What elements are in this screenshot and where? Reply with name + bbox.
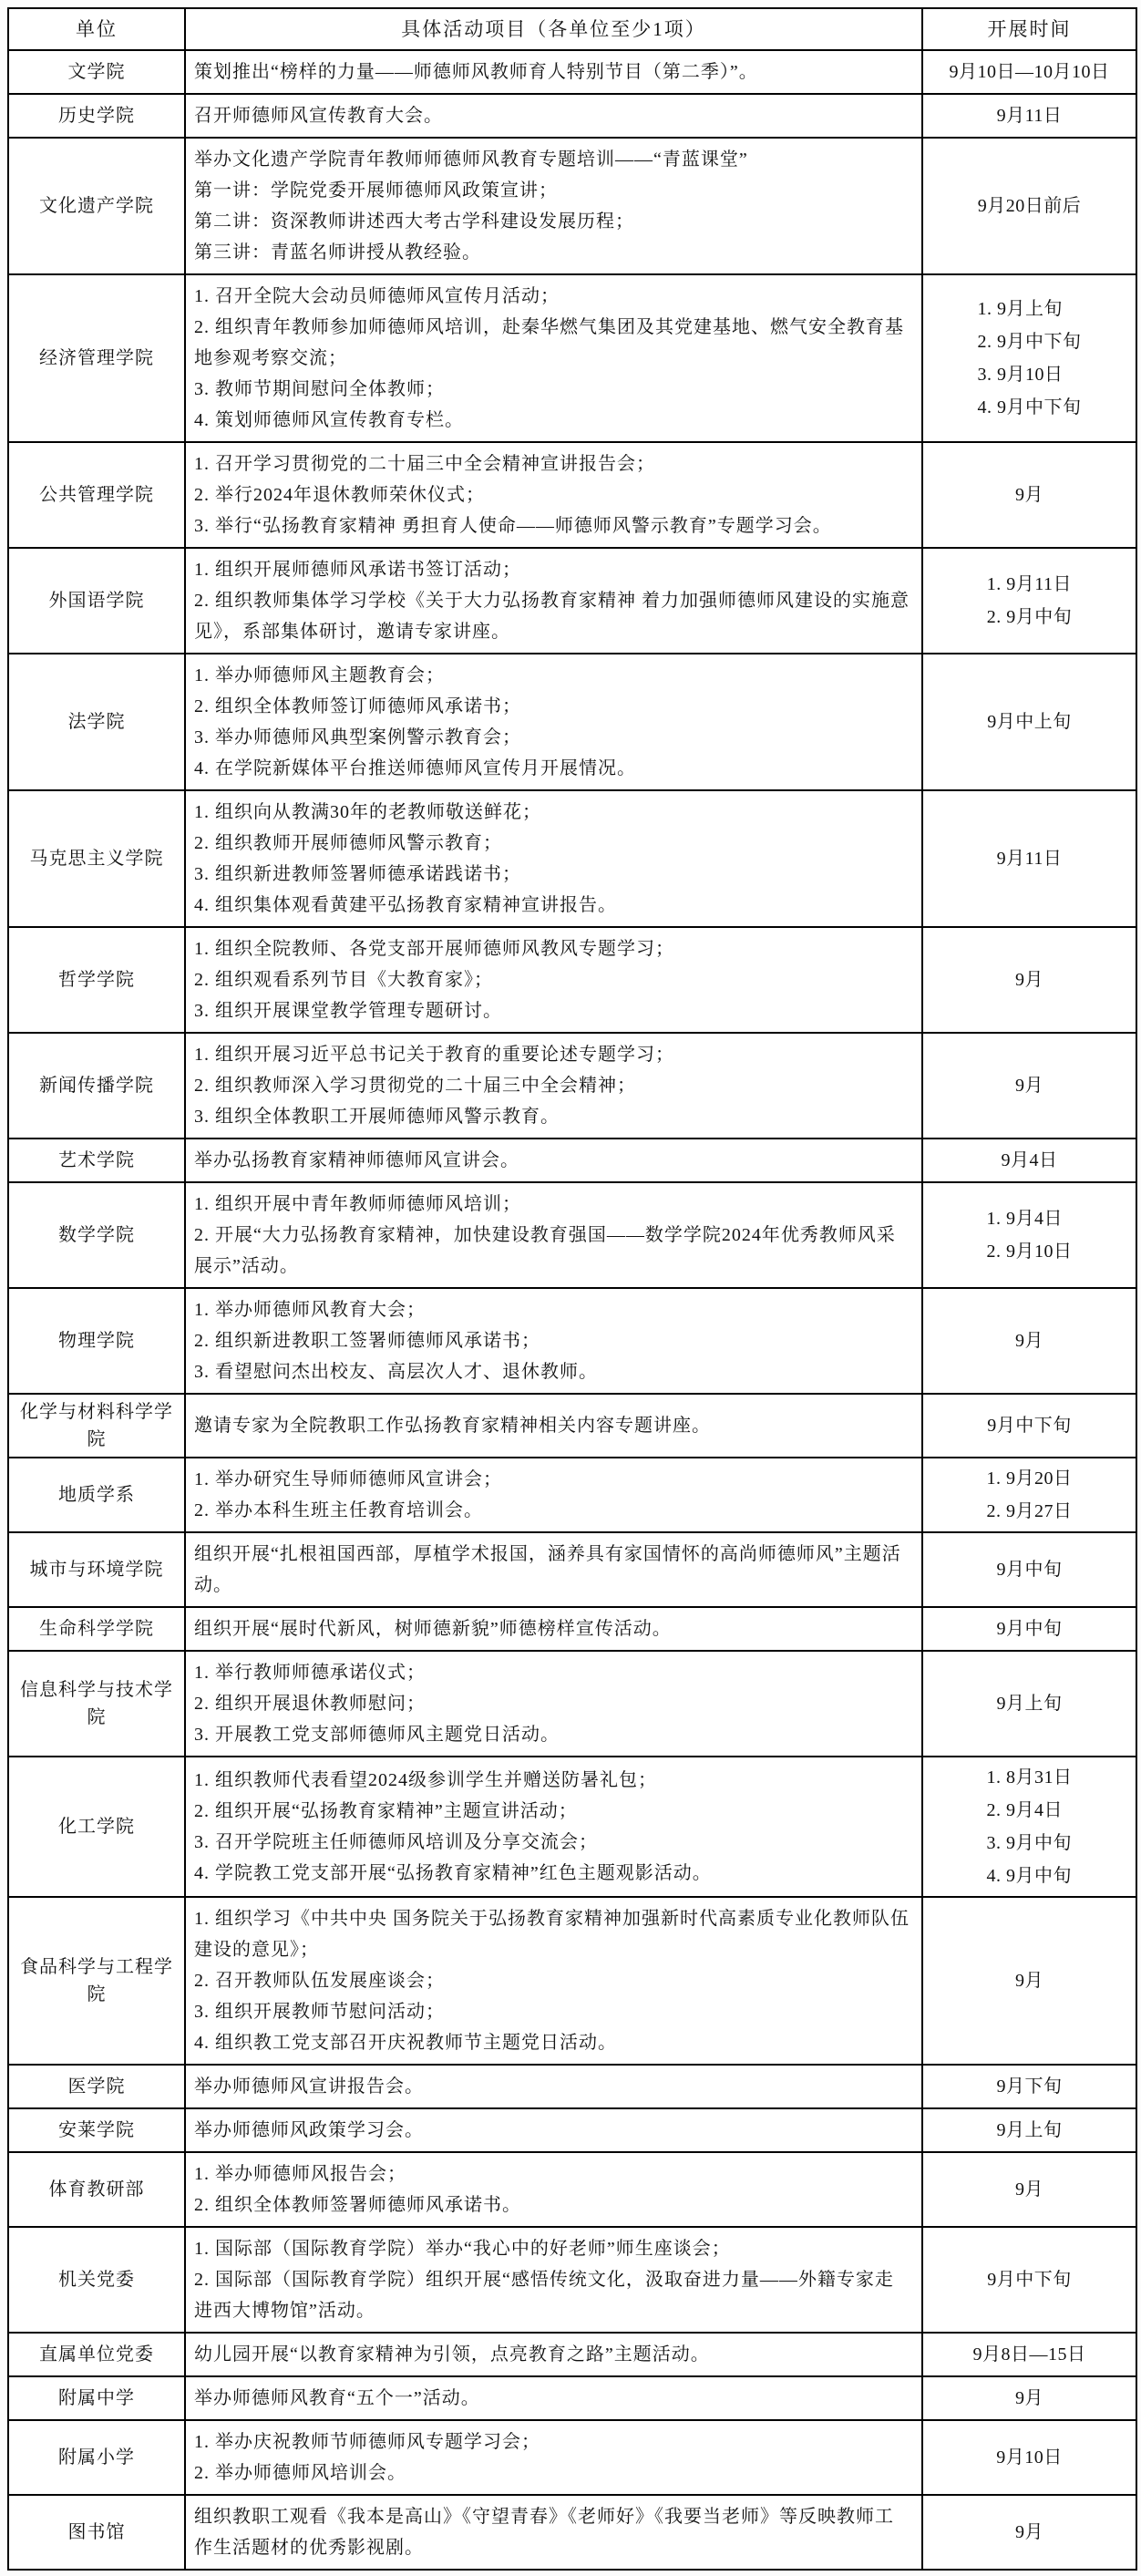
table-row xyxy=(8,548,1136,654)
activities-cell xyxy=(185,2065,922,2108)
activity-text: 1. 组织开展习近平总书记关于教育的重要论述专题学习； xyxy=(194,1045,674,1065)
activities-cell xyxy=(185,1532,922,1607)
activity-text: 4. 组织教工党支部召开庆祝教师节主题党日活动。 xyxy=(194,2033,617,2053)
activities-cell xyxy=(185,790,922,927)
time-text: 9月中上旬 xyxy=(987,712,1072,732)
activity-text: 4. 学院教工党支部开展“弘扬教育家精神”红色主题观影活动。 xyxy=(194,1863,712,1883)
activity-text: 4. 组织集体观看黄建平弘扬教育家精神宣讲报告。 xyxy=(194,895,617,915)
time-cell xyxy=(922,2376,1136,2420)
unit-cell: 图书馆 xyxy=(8,2495,185,2570)
activities-cell xyxy=(185,1033,922,1139)
time-block xyxy=(987,706,1072,738)
time-cell xyxy=(922,1033,1136,1139)
table-row xyxy=(8,442,1136,548)
time-text: 9月上旬 xyxy=(996,1694,1063,1714)
time-block xyxy=(997,2070,1063,2103)
activity-text: 2. 组织教师集体学习学校《关于大力弘扬教育家精神 着力加强师德师风建设的实施意见》，系部集体研讨，邀请专家讲座。 xyxy=(194,591,910,642)
table-row xyxy=(8,654,1136,790)
time-text: 4. 9月中旬 xyxy=(986,1866,1072,1886)
time-text: 9月 xyxy=(1015,2522,1043,2542)
unit-cell: 新闻传播学院 xyxy=(8,1033,185,1139)
activity-text: 举办师德师风教育“五个一”活动。 xyxy=(194,2388,480,2408)
table-row xyxy=(8,1139,1136,1182)
time-cell xyxy=(922,2495,1136,2570)
header-row xyxy=(8,8,1136,50)
activity-text: 3. 举办师德师风典型案例警示教育会； xyxy=(194,727,521,747)
time-text: 2. 9月4日 xyxy=(986,1800,1063,1820)
activities-cell xyxy=(185,548,922,654)
time-text: 9月11日 xyxy=(996,849,1063,869)
activities-cell xyxy=(185,2227,922,2333)
time-text: 1. 8月31日 xyxy=(986,1767,1073,1788)
time-block xyxy=(987,1409,1072,1442)
time-text: 9月 xyxy=(1015,2179,1043,2200)
activity-text: 2. 举办师德师风培训会。 xyxy=(194,2463,406,2483)
unit-cell: 地质学系 xyxy=(8,1458,185,1532)
activity-text: 2. 组织全体教师签订师德师风承诺书； xyxy=(194,696,521,716)
activity-text: 3. 组织新进教师签署师德承诺践诺书； xyxy=(194,864,521,884)
column-header-unit: 单位 xyxy=(8,8,185,50)
activity-text: 1. 举办庆祝教师节师德师风专题学习会； xyxy=(194,2432,540,2452)
activities-cell xyxy=(185,1139,922,1182)
activity-text: 1. 组织教师代表看望2024级参训学生并赠送防暑礼包； xyxy=(194,1770,657,1790)
time-block xyxy=(997,2114,1063,2147)
table-row xyxy=(8,2495,1136,2570)
activity-text: 3. 组织开展教师节慰问活动； xyxy=(194,2002,445,2022)
time-text: 1. 9月4日 xyxy=(986,1209,1063,1229)
activity-text: 2. 举办本科生班主任教育培训会。 xyxy=(194,1500,483,1520)
time-block xyxy=(973,2338,1086,2371)
time-cell xyxy=(922,1182,1136,1288)
activities-cell xyxy=(185,2420,922,2495)
time-text: 1. 9月11日 xyxy=(986,574,1073,594)
time-text: 9月 xyxy=(1015,2388,1043,2408)
time-text: 2. 9月中下旬 xyxy=(977,332,1082,352)
activity-text: 组织开展“展时代新风，树师德新貌”师德榜样宣传活动。 xyxy=(194,1619,672,1639)
time-cell xyxy=(922,2227,1136,2333)
unit-cell: 直属单位党委 xyxy=(8,2333,185,2376)
activities-cell xyxy=(185,1394,922,1458)
table-row xyxy=(8,1607,1136,1651)
unit-cell: 城市与环境学院 xyxy=(8,1532,185,1607)
table-row xyxy=(8,927,1136,1033)
table-row xyxy=(8,1458,1136,1532)
time-block xyxy=(1015,1069,1043,1102)
activities-cell xyxy=(185,1458,922,1532)
time-cell xyxy=(922,1458,1136,1532)
time-cell xyxy=(922,138,1136,274)
time-cell xyxy=(922,50,1136,94)
unit-cell: 公共管理学院 xyxy=(8,442,185,548)
time-block xyxy=(1015,479,1043,511)
time-block xyxy=(997,1687,1063,1720)
activity-text: 召开师德师风宣传教育大会。 xyxy=(194,106,443,126)
time-text: 2. 9月27日 xyxy=(986,1501,1073,1521)
table-row xyxy=(8,2227,1136,2333)
table-row xyxy=(8,50,1136,94)
time-block xyxy=(997,99,1063,132)
unit-cell: 哲学学院 xyxy=(8,927,185,1033)
activity-text: 1. 组织开展师德师风承诺书签订活动； xyxy=(194,560,521,580)
activity-text: 2. 组织开展“弘扬教育家精神”主题宣讲活动； xyxy=(194,1801,578,1821)
time-block xyxy=(996,2441,1063,2474)
activities-cell xyxy=(185,50,922,94)
time-cell xyxy=(922,2108,1136,2152)
activity-text: 第三讲：青蓝名师讲授从教经验。 xyxy=(194,242,481,263)
time-cell xyxy=(922,654,1136,790)
unit-cell: 马克思主义学院 xyxy=(8,790,185,927)
activity-text: 2. 组织青年教师参加师德师风培训，赴秦华燃气集团及其党建基地、燃气安全教育基地参观考察交流； xyxy=(194,317,904,368)
time-cell xyxy=(922,1651,1136,1757)
table-row xyxy=(8,1897,1136,2065)
activities-cell xyxy=(185,654,922,790)
time-cell xyxy=(922,1288,1136,1394)
time-text: 4. 9月中下旬 xyxy=(977,397,1082,417)
time-cell xyxy=(922,548,1136,654)
time-text: 9月4日 xyxy=(1001,1150,1058,1170)
time-text: 9月上旬 xyxy=(996,2120,1063,2140)
time-text: 9月中旬 xyxy=(996,1560,1063,1580)
activities-cell xyxy=(185,94,922,138)
unit-cell: 数学学院 xyxy=(8,1182,185,1288)
time-block xyxy=(1015,1324,1043,1357)
activities-cell xyxy=(185,1182,922,1288)
column-header-time: 开展时间 xyxy=(922,8,1136,50)
time-text: 9月10日 xyxy=(996,2447,1063,2468)
unit-cell: 外国语学院 xyxy=(8,548,185,654)
time-cell xyxy=(922,2065,1136,2108)
unit-cell: 机关党委 xyxy=(8,2227,185,2333)
activity-text: 1. 举办师德师风主题教育会； xyxy=(194,665,445,685)
table-row xyxy=(8,1757,1136,1897)
time-block xyxy=(997,1553,1063,1586)
activity-text: 2. 开展“大力弘扬教育家精神，加快建设教育强国——数学学院2024年优秀教师风采展示”活动。 xyxy=(194,1225,896,1276)
time-block xyxy=(978,190,1082,222)
time-text: 9月20日前后 xyxy=(977,196,1082,216)
time-text: 9月 xyxy=(1015,1971,1043,1991)
unit-cell: 历史学院 xyxy=(8,94,185,138)
activity-text: 3. 看望慰问杰出校友、高层次人才、退休教师。 xyxy=(194,1362,598,1382)
time-block xyxy=(978,293,1082,424)
activity-text: 2. 组织新进教职工签署师德师风承诺书； xyxy=(194,1331,540,1351)
activity-text: 2. 召开教师队伍发展座谈会； xyxy=(194,1971,445,1991)
activity-text: 3. 教师节期间慰问全体教师； xyxy=(194,379,445,399)
activity-text: 2. 组织教师开展师德师风警示教育； xyxy=(194,833,502,853)
time-text: 9月10日—10月10日 xyxy=(949,62,1110,82)
activity-text: 4. 策划师德师风宣传教育专栏。 xyxy=(194,410,464,430)
unit-cell: 附属中学 xyxy=(8,2376,185,2420)
time-text: 2. 9月10日 xyxy=(986,1242,1073,1262)
column-header-activities: 具体活动项目（各单位至少1项） xyxy=(185,8,922,50)
activity-text: 1. 组织学习《中共中央 国务院关于弘扬教育家精神加强新时代高素质专业化教师队伍建设的意见》； xyxy=(194,1909,910,1960)
unit-cell: 艺术学院 xyxy=(8,1139,185,1182)
activity-text: 举办弘扬教育家精神师德师风宣讲会。 xyxy=(194,1150,519,1170)
unit-cell: 化工学院 xyxy=(8,1757,185,1897)
unit-cell: 物理学院 xyxy=(8,1288,185,1394)
table-body xyxy=(8,50,1136,2570)
activity-text: 3. 组织开展课堂教学管理专题研讨。 xyxy=(194,1001,502,1021)
table-row xyxy=(8,2420,1136,2495)
time-cell xyxy=(922,2333,1136,2376)
table-row xyxy=(8,94,1136,138)
time-block xyxy=(987,1761,1073,1892)
activities-cell xyxy=(185,1897,922,2065)
time-text: 9月 xyxy=(1015,970,1043,990)
time-cell xyxy=(922,1757,1136,1897)
unit-cell: 法学院 xyxy=(8,654,185,790)
time-cell xyxy=(922,927,1136,1033)
activity-text: 3. 举行“弘扬教育家精神 勇担育人使命——师德师风警示教育”专题学习会。 xyxy=(194,516,832,536)
activities-table xyxy=(7,7,1137,2571)
unit-cell: 化学与材料科学学院 xyxy=(8,1394,185,1458)
activity-text: 1. 国际部（国际教育学院）举办“我心中的好老师”师生座谈会； xyxy=(194,2239,731,2259)
time-cell xyxy=(922,1139,1136,1182)
unit-cell: 经济管理学院 xyxy=(8,274,185,442)
time-cell xyxy=(922,442,1136,548)
time-block xyxy=(987,568,1073,634)
activity-text: 2. 组织观看系列节目《大教育家》； xyxy=(194,970,493,990)
activities-cell xyxy=(185,138,922,274)
time-text: 9月下旬 xyxy=(996,2076,1063,2097)
time-cell xyxy=(922,1532,1136,1607)
activity-text: 1. 举办师德师风教育大会； xyxy=(194,1300,426,1320)
table-row xyxy=(8,2108,1136,2152)
activities-cell xyxy=(185,1607,922,1651)
unit-cell: 生命科学学院 xyxy=(8,1607,185,1651)
time-text: 3. 9月10日 xyxy=(977,365,1064,385)
activity-text: 2. 组织全体教师签署师德师风承诺书。 xyxy=(194,2195,521,2215)
time-text: 9月8日—15日 xyxy=(972,2344,1086,2365)
time-cell xyxy=(922,274,1136,442)
time-block xyxy=(1002,1144,1058,1177)
time-cell xyxy=(922,1607,1136,1651)
activity-text: 幼儿园开展“以教育家精神为引领，点亮教育之路”主题活动。 xyxy=(194,2344,710,2365)
time-block xyxy=(1015,2382,1043,2415)
activity-text: 2. 举行2024年退休教师荣休仪式； xyxy=(194,485,485,505)
table-row xyxy=(8,274,1136,442)
time-text: 9月11日 xyxy=(996,106,1063,126)
time-block xyxy=(997,1613,1063,1645)
time-block xyxy=(950,56,1110,88)
table-row xyxy=(8,138,1136,274)
table-row xyxy=(8,1182,1136,1288)
unit-cell: 信息科学与技术学院 xyxy=(8,1651,185,1757)
activities-cell xyxy=(185,442,922,548)
unit-cell: 医学院 xyxy=(8,2065,185,2108)
activity-text: 1. 召开全院大会动员师德师风宣传月活动； xyxy=(194,286,560,306)
activity-text: 第二讲：资深教师讲述西大考古学科建设发展历程； xyxy=(194,211,634,232)
time-text: 9月中下旬 xyxy=(987,1416,1072,1436)
activities-cell xyxy=(185,1288,922,1394)
activities-cell xyxy=(185,2333,922,2376)
table-row xyxy=(8,1033,1136,1139)
time-block xyxy=(1015,2516,1043,2549)
unit-cell: 体育教研部 xyxy=(8,2152,185,2227)
activities-cell xyxy=(185,2108,922,2152)
table-row xyxy=(8,2065,1136,2108)
time-text: 1. 9月20日 xyxy=(986,1468,1073,1489)
time-block xyxy=(987,1462,1073,1528)
time-text: 3. 9月中旬 xyxy=(986,1833,1072,1853)
time-block xyxy=(987,1202,1073,1268)
table-row xyxy=(8,2376,1136,2420)
time-block xyxy=(1015,1964,1043,1997)
time-block xyxy=(1015,2173,1043,2206)
activity-text: 邀请专家为全院教职工作弘扬教育家精神相关内容专题讲座。 xyxy=(194,1416,711,1436)
time-block xyxy=(997,842,1063,875)
table-row xyxy=(8,2333,1136,2376)
activity-text: 组织教职工观看《我本是高山》《守望青春》《老师好》《我要当老师》等反映教师工作生活题材的优秀影视剧。 xyxy=(194,2507,894,2558)
time-block xyxy=(987,2263,1072,2296)
time-text: 1. 9月上旬 xyxy=(977,299,1063,319)
activity-text: 举办文化遗产学院青年教师师德师风教育专题培训——“青蓝课堂” xyxy=(194,149,748,170)
activity-text: 1. 组织全院教师、各党支部开展师德师风教风专题学习； xyxy=(194,939,674,959)
activities-cell xyxy=(185,1651,922,1757)
activity-text: 举办师德师风宣讲报告会。 xyxy=(194,2076,424,2097)
time-block xyxy=(1015,963,1043,996)
time-text: 9月 xyxy=(1015,1331,1043,1351)
table-row xyxy=(8,1651,1136,1757)
time-cell xyxy=(922,2152,1136,2227)
activity-text: 1. 组织开展中青年教师师德师风培训； xyxy=(194,1194,521,1214)
activity-text: 4. 在学院新媒体平台推送师德师风宣传月开展情况。 xyxy=(194,758,636,778)
activity-text: 1. 举办师德师风报告会； xyxy=(194,2164,406,2184)
activities-cell xyxy=(185,2495,922,2570)
activities-cell xyxy=(185,1757,922,1897)
activity-text: 组织开展“扎根祖国西部，厚植学术报国，涵养具有家国情怀的高尚师德师风”主题活动。 xyxy=(194,1544,901,1595)
activity-text: 2. 组织教师深入学习贯彻党的二十届三中全会精神； xyxy=(194,1076,636,1096)
activities-cell xyxy=(185,2152,922,2227)
activity-text: 3. 开展教工党支部师德师风主题党日活动。 xyxy=(194,1725,560,1745)
activity-text: 1. 召开学习贯彻党的二十届三中全会精神宣讲报告会； xyxy=(194,454,655,474)
time-cell xyxy=(922,790,1136,927)
time-text: 9月中下旬 xyxy=(987,2270,1072,2290)
table-row xyxy=(8,1532,1136,1607)
activity-text: 举办师德师风政策学习会。 xyxy=(194,2120,424,2140)
unit-cell: 安莱学院 xyxy=(8,2108,185,2152)
unit-cell: 食品科学与工程学院 xyxy=(8,1897,185,2065)
activities-cell xyxy=(185,927,922,1033)
unit-cell: 文化遗产学院 xyxy=(8,138,185,274)
time-text: 2. 9月中旬 xyxy=(986,607,1073,627)
activity-text: 第一讲：学院党委开展师德师风政策宣讲； xyxy=(194,180,558,201)
activity-text: 策划推出“榜样的力量——师德师风教师育人特别节目（第二季）”。 xyxy=(194,62,758,82)
table-row xyxy=(8,790,1136,927)
time-text: 9月 xyxy=(1015,485,1043,505)
time-cell xyxy=(922,94,1136,138)
table-row xyxy=(8,2152,1136,2227)
time-cell xyxy=(922,1897,1136,2065)
table-header xyxy=(8,8,1136,50)
activity-text: 2. 国际部（国际教育学院）组织开展“感悟传统文化，汲取奋进力量——外籍专家走进西大博物馆”活动。 xyxy=(194,2270,894,2321)
activity-text: 3. 召开学院班主任师德师风培训及分享交流会； xyxy=(194,1832,598,1852)
activity-text: 1. 举行教师师德承诺仪式； xyxy=(194,1663,426,1683)
time-cell xyxy=(922,2420,1136,2495)
unit-cell: 附属小学 xyxy=(8,2420,185,2495)
activity-text: 2. 组织开展退休教师慰问； xyxy=(194,1694,426,1714)
time-text: 9月 xyxy=(1015,1076,1043,1096)
activity-text: 1. 组织向从教满30年的老教师敬送鲜花； xyxy=(194,802,541,822)
table-row xyxy=(8,1288,1136,1394)
time-cell xyxy=(922,1394,1136,1458)
time-text: 9月中旬 xyxy=(996,1619,1063,1639)
unit-cell: 文学院 xyxy=(8,50,185,94)
activities-cell xyxy=(185,274,922,442)
activity-text: 3. 组织全体教职工开展师德师风警示教育。 xyxy=(194,1107,560,1127)
activities-cell xyxy=(185,2376,922,2420)
table-row xyxy=(8,1394,1136,1458)
activity-text: 1. 举办研究生导师师德师风宣讲会； xyxy=(194,1469,502,1489)
